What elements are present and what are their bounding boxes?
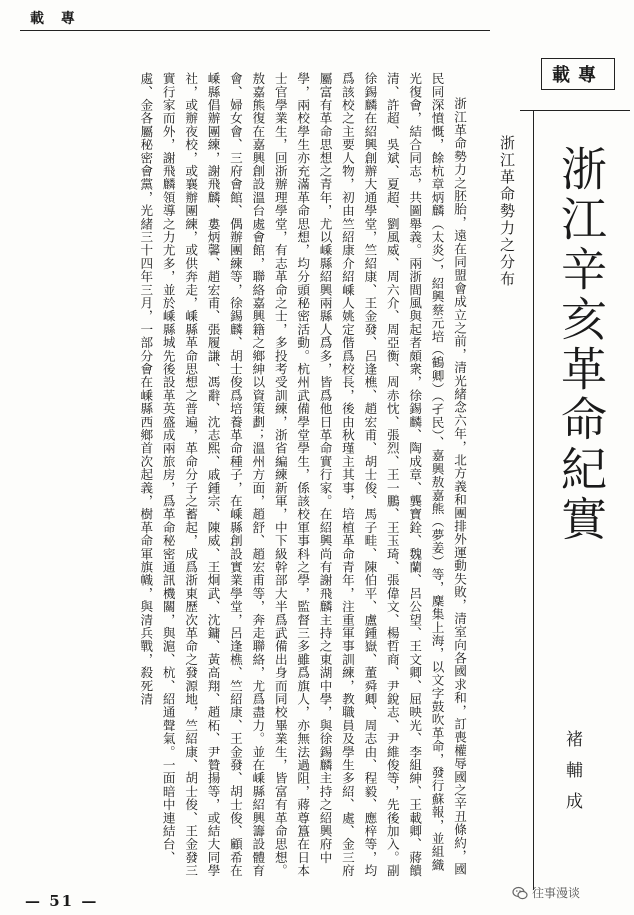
body-paragraph: 浙江革命勢力之胚胎，遠在同盟會成立之前，清光緒念六年，北方義和團排外運動失敗，清室向各國求和，訂喪權辱國之辛丑條約，國民同深憤慨，餘杭章炳麟（太炎），紹興蔡元培（鶴卿）（孑民）、嘉興敖嘉熊（夢姜）等，麇集上海，以文字鼓吹革命，發行蘇報，並組織光復會，結合同志，共圖舉義。兩浙間風與起者頗衆，徐錫麟、陶成章、龔寶銓、魏蘭、呂公望、王文卿、屈映光、李組紳、王載卿、蔣饋清、許超、吳斌、夏超、劉風威、周六介、周亞衡、周赤忱、張烈、王一鵬、王玉琦、張偉文、楊哲商、尹銳志、尹維俊等，先後加入。副徐錫麟在紹興創辦大通學堂，竺紹康、王金發、呂逢樵、趙宏甫、胡士俊、馬子畦、陳伯平、盧鍾嶽、董舜卿、周志由、程毅、應梓等，均爲該校之主要人物，初由竺紹康介紹嵊人姚定偕爲校長，後由秋瑾主其事，培植革命青年，注重軍事訓練，教職員及學生多紹、處、金三府屬富有革命思想之青年，尤以嵊縣紹興兩縣人爲多，皆爲他日革命實行家。在紹興尚有謝飛麟主持之東湖中學，與徐錫麟主持之紹興府中學，兩校學生亦充滿革命思想，均分頭秘密活動。杭州武備學堂學生，係該校軍事科之學，監督三多雖爲旗人，亦無法過阻，蔣尊簋在日本士官學業生，回浙辦理學堂，有志革命之士，多投考受訓練，浙省編練新軍，中下級幹部大半爲武備出身而同校畢業生，皆富有革命思想。敖嘉熊復在嘉興創設溫台處會館，聯絡嘉興籍之鄉紳以資策劃；溫州方面，趙舒、趙宏甫等，奔走聯絡，尤爲盡力。並在嵊縣紹興籌設體育會、婦女會、三府會館、偶辦團練等，徐錫麟、胡士俊爲培養革命種子，在嵊縣創設實業學堂，呂逢樵、竺紹康、王金發、胡士俊、顧希在嵊縣倡辦團練，謝飛麟、婁炳馨、趙宏甫、張履謙、馮辭、沈志熙、戚鍾宗、陳威、王炯武、沈鏞、黃高翔、趙柘、尹贊揚等，或結大同學社，或辦夜校，或襄辦團練，或供奔走，嵊縣革命思想之普遍，革命分子之蓄起，成爲浙東歷次革命之發源地，竺紹康、胡士俊、王金發三實行家而外，謝飛麟領導之力尤多，並於嵊縣城先後設革英盛成兩旅房，爲革命秘密通訊機關，與滬、杭、紹通聲氣。一面暗中連結台、處、金各屬秘密會黨，光緒三十四年三月，一部分會在嵊縣西鄉首次起義，樹革命軍旗幟，與清兵戰，殺死清	[138, 72, 467, 878]
watermark	[512, 884, 580, 901]
article-body	[22, 72, 470, 880]
article-subtitle: 浙江革命勢力之分布	[498, 135, 516, 288]
article-title: 浙江辛亥革命紀實	[554, 145, 608, 545]
column-divider	[533, 110, 534, 890]
section-tag-box	[541, 58, 615, 90]
header-divider	[20, 30, 490, 31]
title-divider	[520, 110, 630, 111]
page-number: — 51 —	[25, 892, 99, 910]
article-author: 褚輔成	[562, 730, 582, 823]
wechat-icon	[512, 885, 528, 901]
watermark-text: 往事漫谈	[532, 886, 581, 900]
section-tag: 載專	[552, 65, 604, 86]
running-head: 載 專	[30, 11, 81, 27]
